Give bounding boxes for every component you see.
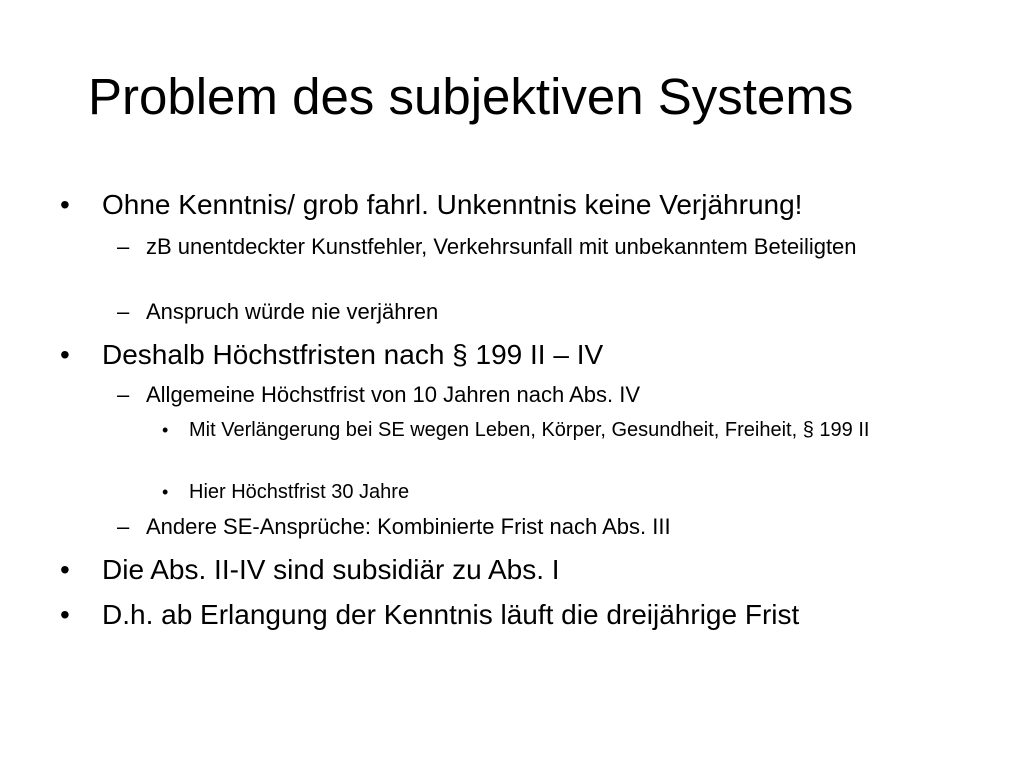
bullet-marker: • (162, 420, 169, 440)
sub-sub-bullet-text: Hier Höchstfrist 30 Jahre (189, 481, 410, 503)
bullet-marker: • (60, 339, 70, 370)
dash-marker: – (117, 299, 130, 324)
bullet-marker: • (60, 189, 70, 220)
dash-marker: – (117, 514, 130, 539)
dash-marker: – (117, 234, 130, 259)
sub-bullet-text: zB unentdeckter Kunstfehler, Verkehrsunfall mit unbekanntem Beteiligten (146, 234, 857, 259)
bullet-marker: • (162, 482, 169, 502)
bullet-text: Ohne Kenntnis/ grob fahrl. Unkenntnis keine Verjährung! (102, 189, 803, 220)
bullet-text: D.h. ab Erlangung der Kenntnis läuft die dreijährige Frist (102, 599, 800, 630)
sub-bullet-text: Anspruch würde nie verjähren (146, 299, 439, 324)
dash-marker: – (117, 382, 130, 407)
sub-sub-bullet-text: Mit Verlängerung bei SE wegen Leben, Körper, Gesundheit, Freiheit, § 199 II (189, 419, 870, 441)
bullet-text: Deshalb Höchstfristen nach § 199 II – IV (102, 339, 604, 370)
bullet-marker: • (60, 554, 70, 585)
bullet-marker: • (60, 599, 70, 630)
slide-title: Problem des subjektiven Systems (88, 68, 854, 125)
sub-bullet-text: Andere SE-Ansprüche: Kombinierte Frist nach Abs. III (146, 514, 671, 539)
bullet-text: Die Abs. II-IV sind subsidiär zu Abs. I (102, 554, 560, 585)
sub-bullet-text: Allgemeine Höchstfrist von 10 Jahren nach Abs. IV (146, 382, 641, 407)
